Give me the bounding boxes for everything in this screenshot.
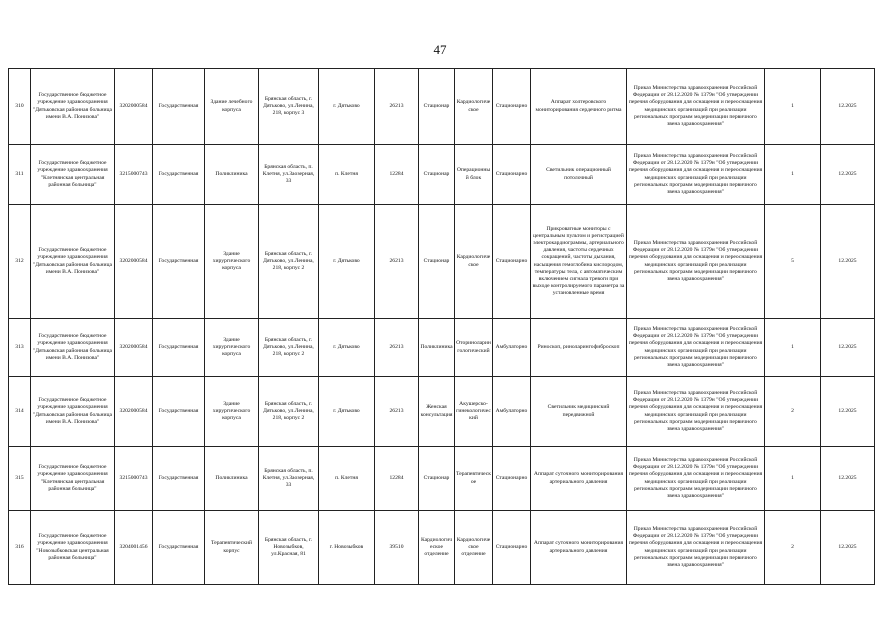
legal-basis-cell: Приказ Министерства здравоохранения Российской Федерации от 28.12.2020 № 1379н "Об утверждении перечня оборудования для оснащения и переоснащения медицинских организаций при реализации региональных программ модернизации первичного звена здравоохранения" — [627, 145, 765, 205]
department-cell: Кардиологическое — [455, 69, 493, 145]
care-form-cell: Стационарно — [493, 69, 531, 145]
institution-code-cell: 3202000584 — [115, 319, 153, 377]
table-row — [9, 377, 875, 447]
delivery-date-cell: 12.2025 — [821, 447, 875, 511]
ownership-type-cell: Государственная — [153, 69, 205, 145]
institution-name-cell: Государственное бюджетное учреждение здравоохранения "Дятьковская районная больница имени В.А. Понизова" — [31, 205, 115, 319]
institution-name-cell: Государственное бюджетное учреждение здравоохранения "Дятьковская районная больница имени В.А. Понизова" — [31, 377, 115, 447]
institution-code-cell: 3202000584 — [115, 377, 153, 447]
legal-basis-cell: Приказ Министерства здравоохранения Российской Федерации от 28.12.2020 № 1379н "Об утверждении перечня оборудования для оснащения и переоснащения медицинских организаций при реализации региональных программ модернизации первичного звена здравоохранения" — [627, 319, 765, 377]
equipment-name-cell: Аппарат суточного мониторирования артериального давления — [531, 511, 627, 585]
table-row — [9, 447, 875, 511]
department-cell: Операционный блок — [455, 145, 493, 205]
department-cell: Кардиологическое — [455, 205, 493, 319]
institution-code-cell: 3204001456 — [115, 511, 153, 585]
building-name-cell: Здание хирургического корпуса — [205, 377, 259, 447]
care-form-cell: Амбулаторно — [493, 377, 531, 447]
institution-name-cell: Государственное бюджетное учреждение здравоохранения "Клетнянская центральная районная больница" — [31, 145, 115, 205]
address-cell: Брянская область, п. Клетня, ул.Заозерная, 33 — [259, 447, 319, 511]
ownership-type-cell: Государственная — [153, 511, 205, 585]
unit-type-cell: Стационар — [419, 447, 455, 511]
ownership-type-cell: Государственная — [153, 319, 205, 377]
institution-name-cell: Государственное бюджетное учреждение здравоохранения "Дятьковская районная больница имени В.А. Понизова" — [31, 69, 115, 145]
ownership-type-cell: Государственная — [153, 205, 205, 319]
institution-name-cell: Государственное бюджетное учреждение здравоохранения "Клетнянская центральная районная больница" — [31, 447, 115, 511]
page-number: 47 — [433, 42, 447, 57]
row-number-cell: 312 — [9, 205, 31, 319]
building-name-cell: Поликлиника — [205, 447, 259, 511]
institution-code-cell: 3215000743 — [115, 145, 153, 205]
address-cell: Брянская область, г. Дятьково, ул.Ленина, 218, корпус 2 — [259, 377, 319, 447]
address-cell: Брянская область, п. Клетня, ул.Заозерная, 33 — [259, 145, 319, 205]
locality-code-cell: 26213 — [375, 69, 419, 145]
building-name-cell: Здание хирургического корпуса — [205, 319, 259, 377]
table-row — [9, 145, 875, 205]
care-form-cell: Амбулаторно — [493, 319, 531, 377]
delivery-date-cell: 12.2025 — [821, 377, 875, 447]
unit-type-cell: Кардиологическое отделение — [419, 511, 455, 585]
care-form-cell: Стационарно — [493, 511, 531, 585]
equipment-name-cell: Риноскоп, риноларингофиброскоп — [531, 319, 627, 377]
table-row — [9, 69, 875, 145]
quantity-cell: 1 — [765, 69, 821, 145]
locality-cell: г. Дятьково — [319, 377, 375, 447]
care-form-cell: Стационарно — [493, 145, 531, 205]
locality-cell: г. Дятьково — [319, 319, 375, 377]
ownership-type-cell: Государственная — [153, 447, 205, 511]
institution-code-cell: 3215000743 — [115, 447, 153, 511]
row-number-cell: 316 — [9, 511, 31, 585]
building-name-cell: Здание лечебного корпуса — [205, 69, 259, 145]
equipment-name-cell: Прикроватные мониторы с центральным пультом и регистрацией электрокардиограммы, артериального давления, частоты сердечных сокращений, частоты дыхания, насыщения гемоглобина кислородом, температуры тела, с автоматическим включением сигнала тревоги при выходе контролируемого параметра за установленные время — [531, 205, 627, 319]
care-form-cell: Стационарно — [493, 205, 531, 319]
address-cell: Брянская область, г. Дятьково, ул.Ленина, 218, корпус 3 — [259, 69, 319, 145]
table-row — [9, 511, 875, 585]
locality-code-cell: 26213 — [375, 205, 419, 319]
department-cell: Оториноларингологический — [455, 319, 493, 377]
quantity-cell: 1 — [765, 447, 821, 511]
address-cell: Брянская область, г. Дятьково, ул.Ленина, 218, корпус 2 — [259, 205, 319, 319]
delivery-date-cell: 12.2025 — [821, 69, 875, 145]
legal-basis-cell: Приказ Министерства здравоохранения Российской Федерации от 28.12.2020 № 1379н "Об утверждении перечня оборудования для оснащения и переоснащения медицинских организаций при реализации региональных программ модернизации первичного звена здравоохранения" — [627, 447, 765, 511]
locality-code-cell: 12284 — [375, 447, 419, 511]
address-cell: Брянская область, г. Дятьково, ул.Ленина, 218, корпус 2 — [259, 319, 319, 377]
quantity-cell: 2 — [765, 511, 821, 585]
delivery-date-cell: 12.2025 — [821, 511, 875, 585]
legal-basis-cell: Приказ Министерства здравоохранения Российской Федерации от 28.12.2020 № 1379н "Об утверждении перечня оборудования для оснащения и переоснащения медицинских организаций при реализации региональных программ модернизации первичного звена здравоохранения" — [627, 377, 765, 447]
unit-type-cell: Женская консультация — [419, 377, 455, 447]
locality-cell: г. Новозыбков — [319, 511, 375, 585]
care-form-cell: Стационарно — [493, 447, 531, 511]
locality-cell: п. Клетня — [319, 145, 375, 205]
institution-name-cell: Государственное бюджетное учреждение здравоохранения "Дятьковская районная больница имени В.А. Понизова" — [31, 319, 115, 377]
legal-basis-cell: Приказ Министерства здравоохранения Российской Федерации от 28.12.2020 № 1379н "Об утверждении перечня оборудования для оснащения и переоснащения медицинских организаций при реализации региональных программ модернизации первичного звена здравоохранения" — [627, 511, 765, 585]
unit-type-cell: Стационар — [419, 69, 455, 145]
table-row — [9, 319, 875, 377]
locality-cell: п. Клетня — [319, 447, 375, 511]
quantity-cell: 1 — [765, 145, 821, 205]
building-name-cell: Терапевтический корпус — [205, 511, 259, 585]
building-name-cell: Поликлиника — [205, 145, 259, 205]
row-number-cell: 315 — [9, 447, 31, 511]
locality-code-cell: 39510 — [375, 511, 419, 585]
equipment-name-cell: Аппарат холтеровского мониторирования сердечного ритма — [531, 69, 627, 145]
address-cell: Брянская область, г. Новозыбков, ул.Красная, 81 — [259, 511, 319, 585]
unit-type-cell: Стационар — [419, 205, 455, 319]
equipment-name-cell: Светильник операционный потолочный — [531, 145, 627, 205]
institution-code-cell: 3202000584 — [115, 205, 153, 319]
delivery-date-cell: 12.2025 — [821, 319, 875, 377]
quantity-cell: 5 — [765, 205, 821, 319]
locality-code-cell: 26213 — [375, 377, 419, 447]
building-name-cell: Здание хирургического корпуса — [205, 205, 259, 319]
delivery-date-cell: 12.2025 — [821, 205, 875, 319]
equipment-name-cell: Аппарат суточного мониторирования артериального давления — [531, 447, 627, 511]
delivery-date-cell: 12.2025 — [821, 145, 875, 205]
quantity-cell: 2 — [765, 377, 821, 447]
institution-code-cell: 3202000584 — [115, 69, 153, 145]
row-number-cell: 310 — [9, 69, 31, 145]
ownership-type-cell: Государственная — [153, 377, 205, 447]
legal-basis-cell: Приказ Министерства здравоохранения Российской Федерации от 28.12.2020 № 1379н "Об утверждении перечня оборудования для оснащения и переоснащения медицинских организаций при реализации региональных программ модернизации первичного звена здравоохранения" — [627, 69, 765, 145]
row-number-cell: 311 — [9, 145, 31, 205]
row-number-cell: 313 — [9, 319, 31, 377]
department-cell: Кардиологическое отделение — [455, 511, 493, 585]
legal-basis-cell: Приказ Министерства здравоохранения Российской Федерации от 28.12.2020 № 1379н "Об утверждении перечня оборудования для оснащения и переоснащения медицинских организаций при реализации региональных программ модернизации первичного звена здравоохранения" — [627, 205, 765, 319]
ownership-type-cell: Государственная — [153, 145, 205, 205]
unit-type-cell: Поликлиника — [419, 319, 455, 377]
locality-code-cell: 26213 — [375, 319, 419, 377]
locality-code-cell: 12284 — [375, 145, 419, 205]
department-cell: Терапевтическое — [455, 447, 493, 511]
unit-type-cell: Стационар — [419, 145, 455, 205]
department-cell: Акушерско-гинекологический — [455, 377, 493, 447]
institution-name-cell: Государственное бюджетное учреждение здравоохранения "Новозыбковская центральная районная больница" — [31, 511, 115, 585]
locality-cell: г. Дятьково — [319, 205, 375, 319]
row-number-cell: 314 — [9, 377, 31, 447]
equipment-registry-table — [8, 68, 875, 585]
table-row — [9, 205, 875, 319]
equipment-name-cell: Светильник медицинский передвижной — [531, 377, 627, 447]
locality-cell: г. Дятьково — [319, 69, 375, 145]
quantity-cell: 1 — [765, 319, 821, 377]
